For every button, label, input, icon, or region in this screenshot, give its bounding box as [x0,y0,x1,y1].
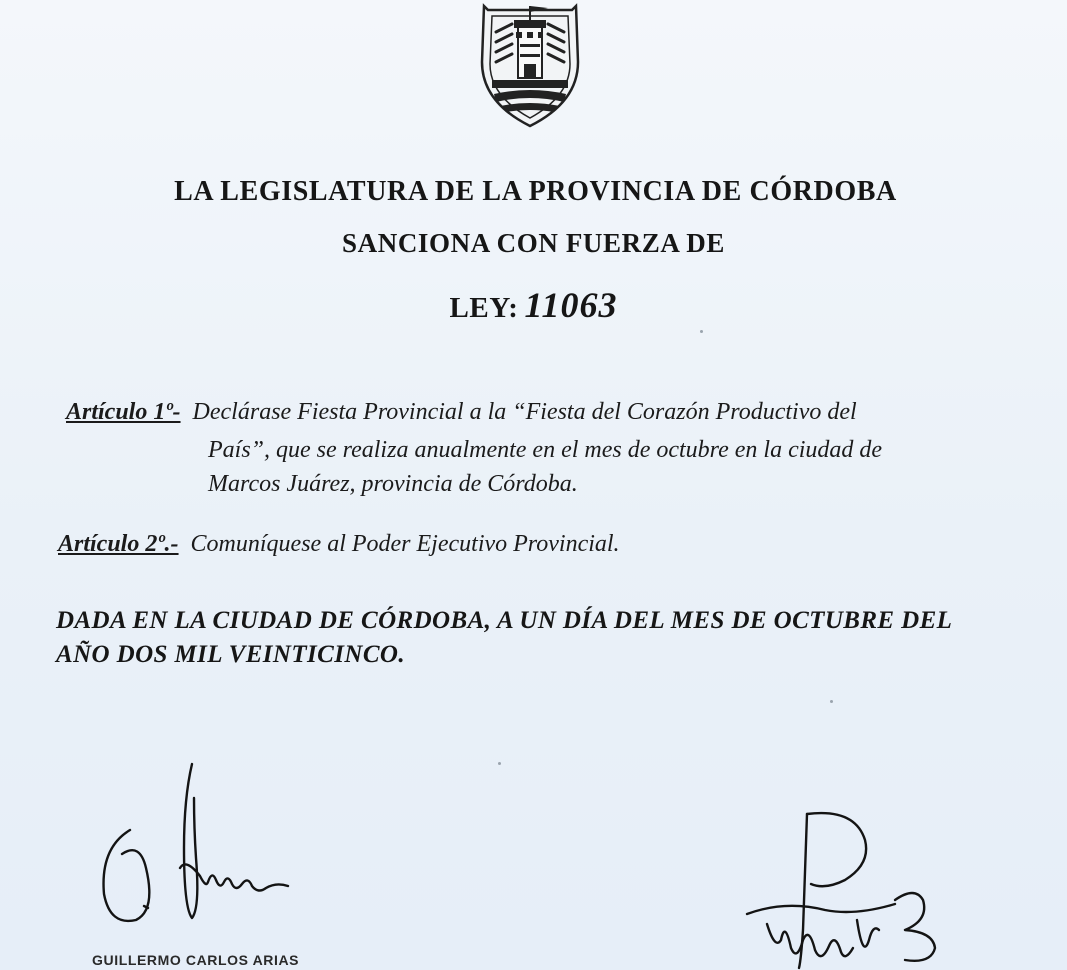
closing-line-1: DADA EN LA CIUDAD DE CÓRDOBA, A UN DÍA DEL MES DE OCTUBRE DEL [56,607,953,634]
left-signer-name: GUILLERMO CARLOS ARIAS [92,952,300,968]
ley-label: LEY: [449,292,519,324]
paper-speck [830,700,833,703]
article-1-line-3: Marcos Juárez, provincia de Córdoba. [208,471,578,497]
article-1-line-1: Declárase Fiesta Provincial a la “Fiesta del Corazón Productivo del [192,399,857,425]
closing-line-2: AÑO DOS MIL VEINTICINCO. [56,641,406,668]
handwritten-signature-icon [96,758,306,938]
handwritten-signature-icon [745,800,945,970]
article-2-label: Artículo 2º.- [58,531,179,557]
article-1-label: Artículo 1º- [66,399,181,425]
paper-speck [700,330,703,333]
ley-number: 11063 [524,285,618,325]
article-1-line-2: País”, que se realiza anualmente en el mes de octubre en la ciudad de [208,437,883,463]
paper-speck [498,762,501,765]
ley-heading [0,284,1067,326]
cordoba-coat-of-arms-icon [474,2,586,128]
sanciona-heading: SANCIONA CON FUERZA DE [342,228,725,258]
closing-statement [56,604,1016,672]
article-2 [58,526,998,562]
legislature-heading: LA LEGISLATURA DE LA PROVINCIA DE CÓRDOBA [174,176,897,207]
article-2-line-1: Comuníquese al Poder Ejecutivo Provincial. [190,531,620,557]
